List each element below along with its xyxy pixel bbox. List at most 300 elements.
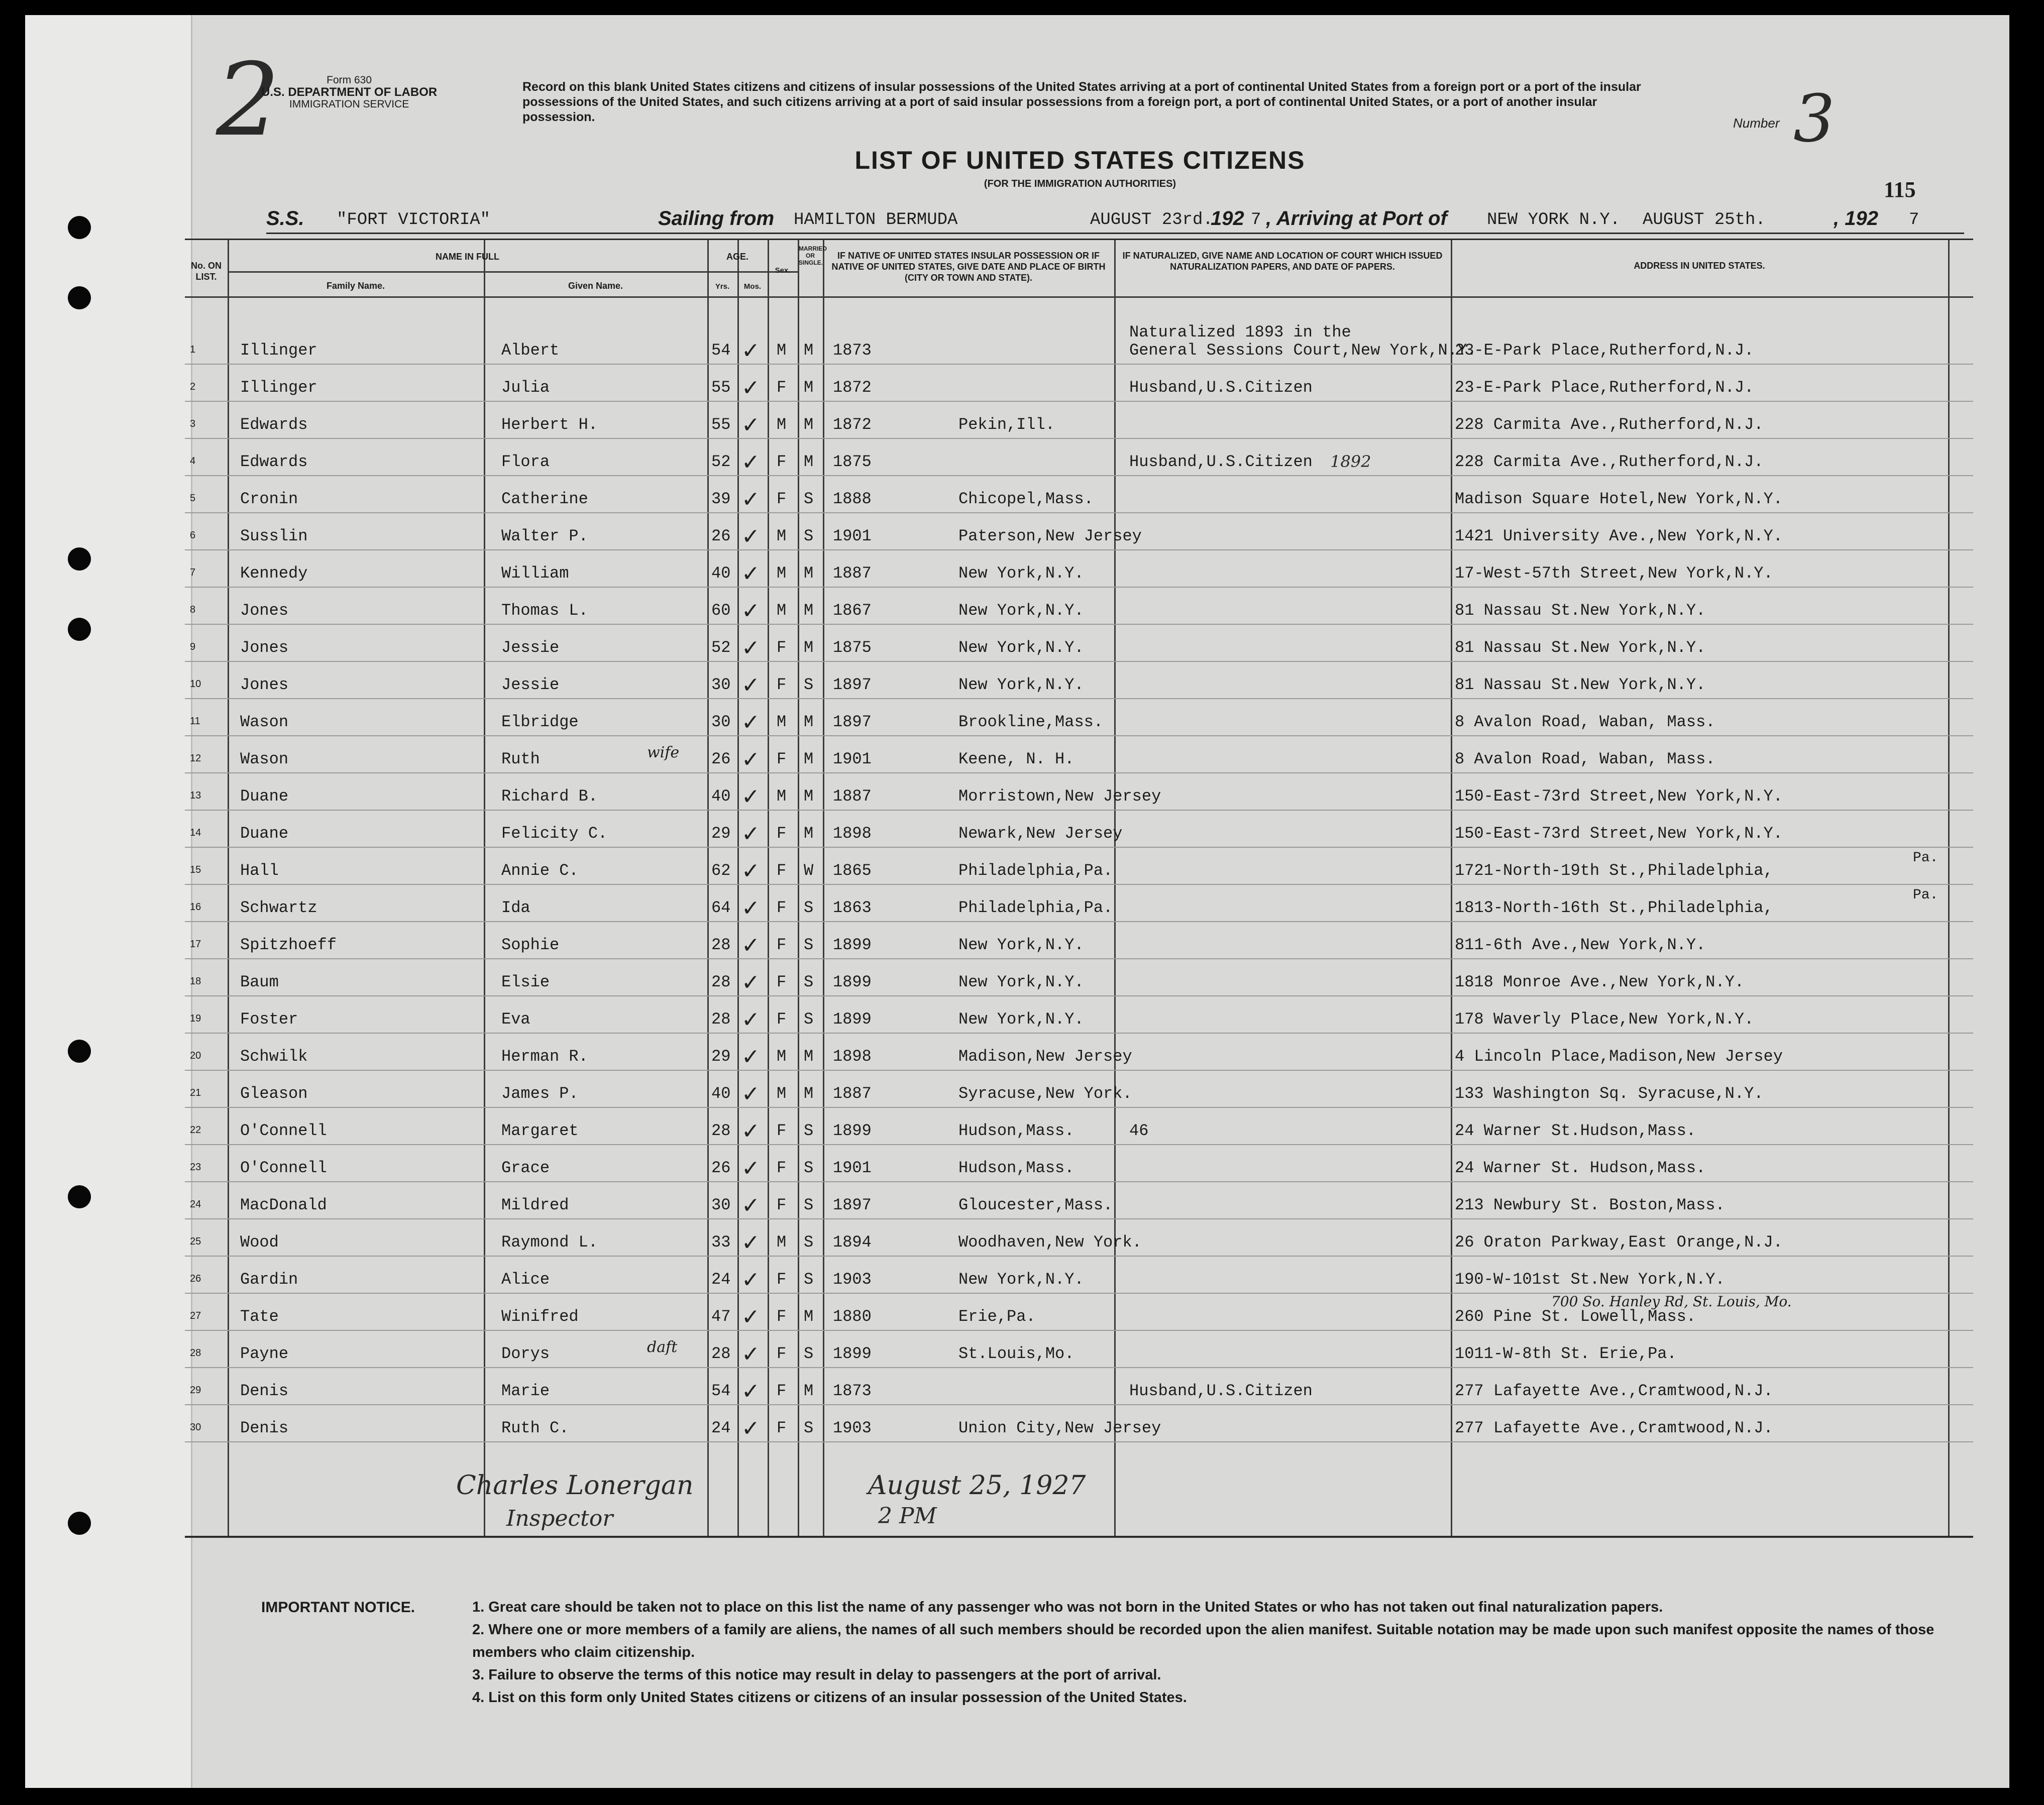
birth-year: 1875 (833, 638, 872, 657)
address: 150-East-73rd Street,New York,N.Y. (1455, 824, 1783, 843)
marital-status: S (804, 1196, 814, 1214)
check-mark-icon: ✓ (741, 561, 760, 587)
header-sex: Sex. (775, 266, 791, 275)
list-number: 3 (1793, 80, 1835, 157)
address: 228 Carmita Ave.,Rutherford,N.J. (1455, 415, 1764, 434)
check-mark-icon: ✓ (741, 710, 760, 735)
row-number: 8 (190, 604, 196, 615)
family-name: Wason (240, 713, 289, 731)
address: 228 Carmita Ave.,Rutherford,N.J. (1455, 453, 1764, 471)
marital-status: S (804, 1233, 814, 1252)
birth-place: Philadelphia,Pa. (958, 898, 1113, 917)
family-name: Schwilk (240, 1047, 308, 1066)
marital-status: S (804, 1344, 814, 1363)
birth-place: Gloucester,Mass. (958, 1196, 1113, 1214)
birth-year: 1899 (833, 1121, 872, 1140)
naturalization-line-1: Naturalized 1893 in the (1129, 323, 1351, 342)
birth-year: 1903 (833, 1419, 872, 1437)
given-name: Elbridge (501, 713, 579, 731)
address: 4 Lincoln Place,Madison,New Jersey (1455, 1047, 1783, 1066)
birth-place: New York,N.Y. (958, 601, 1084, 620)
table-row (185, 587, 1973, 625)
check-mark-icon: ✓ (741, 598, 760, 624)
birth-place: St.Louis,Mo. (958, 1344, 1074, 1363)
given-name: Eva (501, 1010, 530, 1029)
marital-status: S (804, 1270, 814, 1289)
marital-status: M (804, 601, 814, 620)
check-mark-icon: ✓ (741, 375, 760, 401)
address: 81 Nassau St.New York,N.Y. (1455, 675, 1706, 694)
birth-year: 1873 (833, 1382, 872, 1400)
table-row (185, 549, 1973, 588)
address-correction-note: 700 So. Hanley Rd, St. Louis, Mo. (1551, 1293, 1792, 1310)
birth-year: 1897 (833, 675, 872, 694)
birth-year: 1865 (833, 861, 872, 880)
sex: F (777, 936, 787, 954)
birth-place: New York,N.Y. (958, 564, 1084, 583)
address: 811-6th Ave.,New York,N.Y. (1455, 936, 1706, 954)
age-years: 28 (711, 1010, 731, 1029)
age-years: 62 (711, 861, 731, 880)
sex: M (777, 1233, 787, 1252)
check-mark-icon: ✓ (741, 1193, 760, 1218)
check-mark-icon: ✓ (741, 933, 760, 958)
naturalization: 46 (1129, 1121, 1149, 1140)
given-name: Richard B. (501, 787, 598, 806)
table-row (185, 698, 1973, 736)
address: 190-W-101st St.New York,N.Y. (1455, 1270, 1725, 1289)
given-name: Sophie (501, 936, 560, 954)
given-name: Annie C. (501, 861, 579, 880)
number-label: Number (1733, 116, 1780, 131)
check-mark-icon: ✓ (741, 449, 760, 475)
notice-heading: IMPORTANT NOTICE. (261, 1599, 415, 1616)
address: 213 Newbury St. Boston,Mass. (1455, 1196, 1725, 1214)
address: 260 Pine St. Lowell,Mass. (1455, 1307, 1696, 1326)
given-name: Felicity C. (501, 824, 608, 843)
naturalization: Husband,U.S.Citizen (1129, 1382, 1313, 1400)
manifest-page (25, 15, 2009, 1788)
table-row (185, 1330, 1973, 1368)
naturalization: Husband,U.S.Citizen (1129, 378, 1313, 397)
notice-item: 1. Great care should be taken not to place on this list the name of any passenger who was not born in the United States or who has not taken out final naturalization papers. (472, 1599, 1663, 1615)
birth-place: Syracuse,New York. (958, 1084, 1132, 1103)
given-name: Margaret (501, 1121, 579, 1140)
birth-place: Erie,Pa. (958, 1307, 1036, 1326)
given-name: Ida (501, 898, 530, 917)
birth-place: Chicopel,Mass. (958, 490, 1094, 508)
birth-year: 1901 (833, 750, 872, 768)
row-number: 25 (190, 1236, 201, 1247)
sex: F (777, 1344, 787, 1363)
row-number: 14 (190, 827, 201, 838)
birth-place: New York,N.Y. (958, 936, 1084, 954)
given-name: Jessie (501, 638, 560, 657)
address: 1721-North-19th St.,Philadelphia, (1455, 861, 1773, 880)
family-name: Gleason (240, 1084, 308, 1103)
age-years: 26 (711, 1159, 731, 1177)
marital-status: M (804, 341, 814, 360)
naturalization-note: 1892 (1330, 452, 1371, 471)
check-mark-icon: ✓ (741, 1267, 760, 1293)
given-name: James P. (501, 1084, 579, 1103)
inspector-signature: Charles Lonergan (456, 1471, 694, 1501)
row-number: 13 (190, 790, 201, 801)
sex: F (777, 861, 787, 880)
family-name: Jones (240, 675, 289, 694)
header-years: Yrs. (715, 282, 730, 291)
given-name: Grace (501, 1159, 550, 1177)
marital-status: M (804, 415, 814, 434)
family-name: O'Connell (240, 1121, 327, 1140)
notice-item: 3. Failure to observe the terms of this notice may result in delay to passengers at the port of arrival. (472, 1667, 1161, 1683)
address: 150-East-73rd Street,New York,N.Y. (1455, 787, 1783, 806)
row-number: 3 (190, 418, 196, 429)
row-number: 4 (190, 456, 196, 467)
birth-year: 1863 (833, 898, 872, 917)
table-row (185, 323, 1973, 365)
birth-year: 1875 (833, 453, 872, 471)
birth-place: Morristown,New Jersey (958, 787, 1161, 806)
birth-place: Union City,New Jersey (958, 1419, 1161, 1437)
address: Madison Square Hotel,New York,N.Y. (1455, 490, 1783, 508)
marital-status: W (804, 861, 814, 880)
age-years: 29 (711, 824, 731, 843)
given-name: Flora (501, 453, 550, 471)
given-name: Ruth (501, 750, 540, 768)
birth-year: 1899 (833, 973, 872, 991)
given-name: Jessie (501, 675, 560, 694)
marital-status: S (804, 527, 814, 545)
sex: M (777, 341, 787, 360)
header-rule (228, 271, 798, 273)
sex: M (777, 601, 787, 620)
family-name: Wason (240, 750, 289, 768)
age-years: 30 (711, 713, 731, 731)
age-years: 26 (711, 750, 731, 768)
address: 24 Warner St. Hudson,Mass. (1455, 1159, 1706, 1177)
age-years: 33 (711, 1233, 731, 1252)
check-mark-icon: ✓ (741, 858, 760, 884)
header-family-name: Family Name. (326, 281, 385, 291)
sex: F (777, 1382, 787, 1400)
age-years: 55 (711, 378, 731, 397)
check-mark-icon: ✓ (741, 1081, 760, 1107)
marital-status: M (804, 453, 814, 471)
address: 81 Nassau St.New York,N.Y. (1455, 638, 1706, 657)
birth-year: 1872 (833, 415, 872, 434)
intro-instructions: Record on this blank United States citizens and citizens of insular possessions of the United States arriving at a port of continental United States from a foreign port or a port of the insular possessions of the United States, and such citizens arriving at a port of said insular possessions from a foreign port, a port of continental United States, or a port of another insular possession. (522, 80, 1641, 124)
sex: F (777, 1196, 787, 1214)
address: 277 Lafayette Ave.,Cramtwood,N.J. (1455, 1382, 1773, 1400)
row-number: 22 (190, 1124, 201, 1136)
birth-year: 1899 (833, 1010, 872, 1029)
check-mark-icon: ✓ (741, 1416, 760, 1441)
check-mark-icon: ✓ (741, 1379, 760, 1404)
corner-handwritten-mark: 2 (216, 42, 280, 159)
age-years: 28 (711, 1344, 731, 1363)
department-name: U.S. DEPARTMENT OF LABOR (261, 85, 438, 99)
sex: M (777, 527, 787, 545)
family-name: Duane (240, 787, 289, 806)
birth-place: New York,N.Y. (958, 1010, 1084, 1029)
age-years: 28 (711, 1121, 731, 1140)
family-name: Payne (240, 1344, 289, 1363)
given-name: Winifred (501, 1307, 579, 1326)
header-address: ADDRESS IN UNITED STATES. (1634, 261, 1765, 271)
address: 23-E-Park Place,Rutherford,N.J. (1455, 378, 1754, 397)
check-mark-icon: ✓ (741, 784, 760, 810)
family-name: O'Connell (240, 1159, 327, 1177)
marital-status: M (804, 787, 814, 806)
header-name-in-full: NAME IN FULL (436, 252, 499, 262)
address-continuation: Pa. (1913, 850, 1939, 866)
naturalization: General Sessions Court,New York,N.Y. (1129, 341, 1477, 360)
header-married-or-single: MARRIED OR SINGLE. (799, 245, 827, 266)
page-title: LIST OF UNITED STATES CITIZENS (854, 146, 1306, 174)
check-mark-icon: ✓ (741, 635, 760, 661)
age-years: 55 (711, 415, 731, 434)
row-number: 6 (190, 530, 196, 541)
given-name: Julia (501, 378, 550, 397)
page-number: 115 (1884, 177, 1916, 202)
table-row (185, 1367, 1973, 1405)
row-number: 7 (190, 567, 196, 578)
marital-status: M (804, 1307, 814, 1326)
table-row (185, 512, 1973, 550)
address: 1813-North-16th St.,Philadelphia, (1455, 898, 1773, 917)
header-no-on-list: No. ON LIST. (191, 261, 222, 282)
age-years: 40 (711, 787, 731, 806)
marital-status: S (804, 1159, 814, 1177)
marital-status: S (804, 1121, 814, 1140)
passenger-table (185, 239, 1973, 1538)
birth-place: Brookline,Mass. (958, 713, 1104, 731)
form-number-block (261, 74, 437, 110)
address: 23-E-Park Place,Rutherford,N.J. (1455, 341, 1754, 360)
age-years: 24 (711, 1270, 731, 1289)
table-row (185, 995, 1973, 1034)
address: 8 Avalon Road, Waban, Mass. (1455, 713, 1715, 731)
given-name: Raymond L. (501, 1233, 598, 1252)
check-mark-icon: ✓ (741, 1007, 760, 1033)
sex: F (777, 490, 787, 508)
check-mark-icon: ✓ (741, 1044, 760, 1070)
check-mark-icon: ✓ (741, 821, 760, 847)
row-number: 5 (190, 493, 196, 504)
check-mark-icon: ✓ (741, 672, 760, 698)
birth-year: 1887 (833, 564, 872, 583)
sex: M (777, 415, 787, 434)
table-row (185, 884, 1973, 922)
header-birth: IF NATIVE OF UNITED STATES INSULAR POSSESSION OR IF NATIVE OF UNITED STATES, GIVE DATE AND PLACE OF BIRTH (CITY OR TOWN AND STATE). (831, 251, 1106, 283)
age-years: 30 (711, 675, 731, 694)
address: 1818 Monroe Ave.,New York,N.Y. (1455, 973, 1745, 991)
family-name: Illinger (240, 341, 317, 360)
birth-year: 1872 (833, 378, 872, 397)
sex: F (777, 1159, 787, 1177)
address: 1011-W-8th St. Erie,Pa. (1455, 1344, 1677, 1363)
check-mark-icon: ✓ (741, 747, 760, 772)
header-age: AGE. (726, 252, 748, 262)
sex: F (777, 750, 787, 768)
table-row (185, 438, 1973, 476)
table-row (185, 475, 1973, 513)
family-name: Tate (240, 1307, 279, 1326)
family-name: Wood (240, 1233, 279, 1252)
birth-year: 1887 (833, 787, 872, 806)
check-mark-icon: ✓ (741, 895, 760, 921)
marital-status: S (804, 675, 814, 694)
marital-status: S (804, 490, 814, 508)
row-number: 24 (190, 1199, 201, 1210)
punch-hole (68, 1512, 91, 1535)
marital-status: M (804, 750, 814, 768)
header-naturalized: IF NATURALIZED, GIVE NAME AND LOCATION OF COURT WHICH ISSUED NATURALIZATION PAPERS, AND DATE OF PAPERS. (1122, 251, 1443, 272)
check-mark-icon: ✓ (741, 1341, 760, 1367)
birth-place: Hudson,Mass. (958, 1159, 1074, 1177)
address: 26 Oraton Parkway,East Orange,N.J. (1455, 1233, 1783, 1252)
marital-status: M (804, 824, 814, 843)
address: 277 Lafayette Ave.,Cramtwood,N.J. (1455, 1419, 1773, 1437)
table-row (185, 847, 1973, 885)
service-name: IMMIGRATION SERVICE (289, 98, 409, 110)
departure-year-prefix: 192 (1211, 207, 1244, 230)
age-years: 30 (711, 1196, 731, 1214)
family-name: Hall (240, 861, 279, 880)
table-row (185, 921, 1973, 959)
check-mark-icon: ✓ (741, 338, 760, 364)
birth-place: Paterson,New Jersey (958, 527, 1142, 545)
table-row (185, 364, 1973, 402)
address: 24 Warner St.Hudson,Mass. (1455, 1121, 1696, 1140)
marital-status: M (804, 1382, 814, 1400)
row-number: 17 (190, 939, 201, 950)
birth-place: New York,N.Y. (958, 973, 1084, 991)
sex: F (777, 1270, 787, 1289)
departure-port: HAMILTON BERMUDA (794, 210, 958, 230)
birth-year: 1880 (833, 1307, 872, 1326)
row-number: 16 (190, 901, 201, 913)
given-name: Ruth C. (501, 1419, 569, 1437)
family-name: Gardin (240, 1270, 298, 1289)
birth-place: Woodhaven,New York. (958, 1233, 1142, 1252)
sex: M (777, 564, 787, 583)
table-row (185, 810, 1973, 848)
age-years: 47 (711, 1307, 731, 1326)
header-months: Mos. (743, 282, 762, 291)
birth-place: Pekin,Ill. (958, 415, 1055, 434)
sex: F (777, 898, 787, 917)
family-name: Illinger (240, 378, 317, 397)
row-number: 12 (190, 753, 201, 764)
address: 178 Waverly Place,New York,N.Y. (1455, 1010, 1754, 1029)
row-number: 26 (190, 1273, 201, 1284)
ss-label: S.S. (266, 207, 304, 230)
row-number: 18 (190, 976, 201, 987)
address: 8 Avalon Road, Waban, Mass. (1455, 750, 1715, 768)
birth-year: 1867 (833, 601, 872, 620)
birth-year: 1899 (833, 936, 872, 954)
ship-info-line (266, 207, 1964, 234)
marital-status: M (804, 1084, 814, 1103)
marital-status: M (804, 378, 814, 397)
table-row (185, 1070, 1973, 1108)
row-number: 27 (190, 1310, 201, 1321)
row-number: 20 (190, 1050, 201, 1061)
departure-date: AUGUST 23rd. (1090, 210, 1213, 230)
birth-year: 1887 (833, 1084, 872, 1103)
arrival-year-prefix: , 192 (1834, 207, 1878, 230)
row-number: 10 (190, 679, 201, 690)
sex: M (777, 787, 787, 806)
table-row (185, 1181, 1973, 1219)
table-row (185, 1107, 1973, 1145)
check-mark-icon: ✓ (741, 487, 760, 512)
form-number: Form 630 (327, 74, 372, 86)
row-number: 30 (190, 1422, 201, 1433)
table-row (185, 772, 1973, 811)
marital-status: S (804, 898, 814, 917)
marital-status: S (804, 973, 814, 991)
birth-place: Newark,New Jersey (958, 824, 1123, 843)
arrival-year-digit: 7 (1909, 210, 1919, 230)
age-years: 54 (711, 341, 731, 360)
birth-year: 1897 (833, 713, 872, 731)
marital-status: M (804, 713, 814, 731)
birth-year: 1898 (833, 1047, 872, 1066)
birth-place: Madison,New Jersey (958, 1047, 1132, 1066)
marital-status: M (804, 564, 814, 583)
family-name: Denis (240, 1382, 289, 1400)
check-mark-icon: ✓ (741, 1156, 760, 1181)
family-name: Jones (240, 638, 289, 657)
birth-place: Hudson,Mass. (958, 1121, 1074, 1140)
given-name: Albert (501, 341, 560, 360)
age-years: 40 (711, 564, 731, 583)
naturalization: Husband,U.S.Citizen (1129, 453, 1313, 471)
age-years: 40 (711, 1084, 731, 1103)
age-years: 39 (711, 490, 731, 508)
family-name: Baum (240, 973, 279, 991)
row-number: 28 (190, 1347, 201, 1359)
punch-hole (68, 216, 91, 239)
check-mark-icon: ✓ (741, 412, 760, 438)
birth-year: 1899 (833, 1344, 872, 1363)
row-number: 19 (190, 1013, 201, 1024)
family-name: Spitzhoeff (240, 936, 337, 954)
sex: F (777, 1121, 787, 1140)
marital-status: S (804, 1010, 814, 1029)
given-name: Marie (501, 1382, 550, 1400)
birth-year: 1897 (833, 1196, 872, 1214)
birth-year: 1901 (833, 527, 872, 545)
given-name-note: daft (647, 1338, 678, 1356)
sex: F (777, 973, 787, 991)
sex: F (777, 675, 787, 694)
address: 133 Washington Sq. Syracuse,N.Y. (1455, 1084, 1764, 1103)
table-row (185, 1033, 1973, 1071)
signature-date: August 25, 1927 (868, 1471, 1086, 1501)
row-number: 15 (190, 864, 201, 875)
family-name: MacDonald (240, 1196, 327, 1214)
sex: F (777, 1010, 787, 1029)
arriving-label: , Arriving at Port of (1266, 207, 1447, 230)
marital-status: M (804, 638, 814, 657)
family-name: Cronin (240, 490, 298, 508)
arrival-date: AUGUST 25th. (1643, 210, 1766, 230)
punch-hole (68, 1185, 91, 1208)
